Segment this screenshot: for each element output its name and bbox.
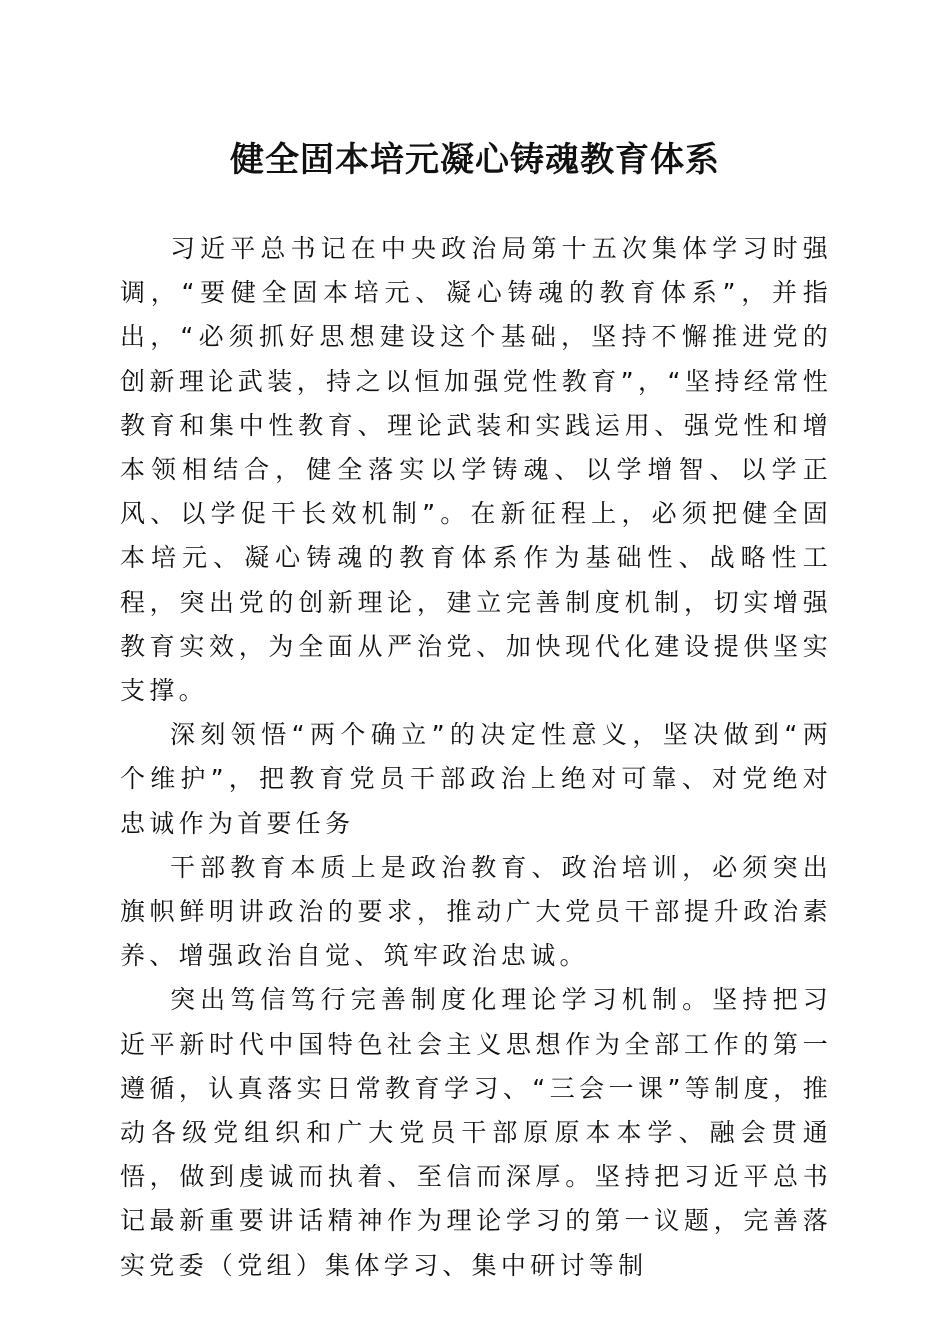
document-title: 健全固本培元凝心铸魂教育体系 bbox=[230, 140, 720, 180]
document-body bbox=[120, 227, 832, 1288]
paragraph-political-education: 干部教育本质上是政治教育、政治培训，必须突出旗帜鲜明讲政治的要求，推动广大党员干部提升政治素养、增强政治自觉、筑牢政治忠诚。 bbox=[120, 852, 832, 971]
paragraph-intro: 习近平总书记在中央政治局第十五次集体学习时强调，“要健全固本培元、凝心铸魂的教育体系”，并指出，“必须抓好思想建设这个基础，坚持不懈推进党的创新理论武装，持之以恒加强党性教育”，“坚持经常性教育和集中性教育、理论武装和实践运用、强党性和增本领相结合，健全落实以学铸魂、以学增智、以学正风、以学促干长效机制”。在新征程上，必须把健全固本培元、凝心铸魂的教育体系作为基础性、战略性工程，突出党的创新理论，建立完善制度机制，切实增强教育实效，为全面从严治党、加快现代化建设提供坚实支撑。 bbox=[120, 234, 832, 706]
paragraph-theory-study: 突出笃信笃行完善制度化理论学习机制。坚持把习近平新时代中国特色社会主义思想作为全部工作的第一遵循，认真落实日常教育学习、“三会一课”等制度，推动各级党组织和广大党员干部原原本本学、融会贯通悟，做到虔诚而执着、至信而深厚。坚持把习近平总书记最新重要讲话精神作为理论学习的第一议题，完善落实党委（党组）集体学习、集中研讨等制 bbox=[120, 985, 832, 1280]
paragraph-section-heading: 深刻领悟“两个确立”的决定性意义，坚决做到“两个维护”，把教育党员干部政治上绝对可靠、对党绝对忠诚作为首要任务 bbox=[120, 720, 832, 838]
